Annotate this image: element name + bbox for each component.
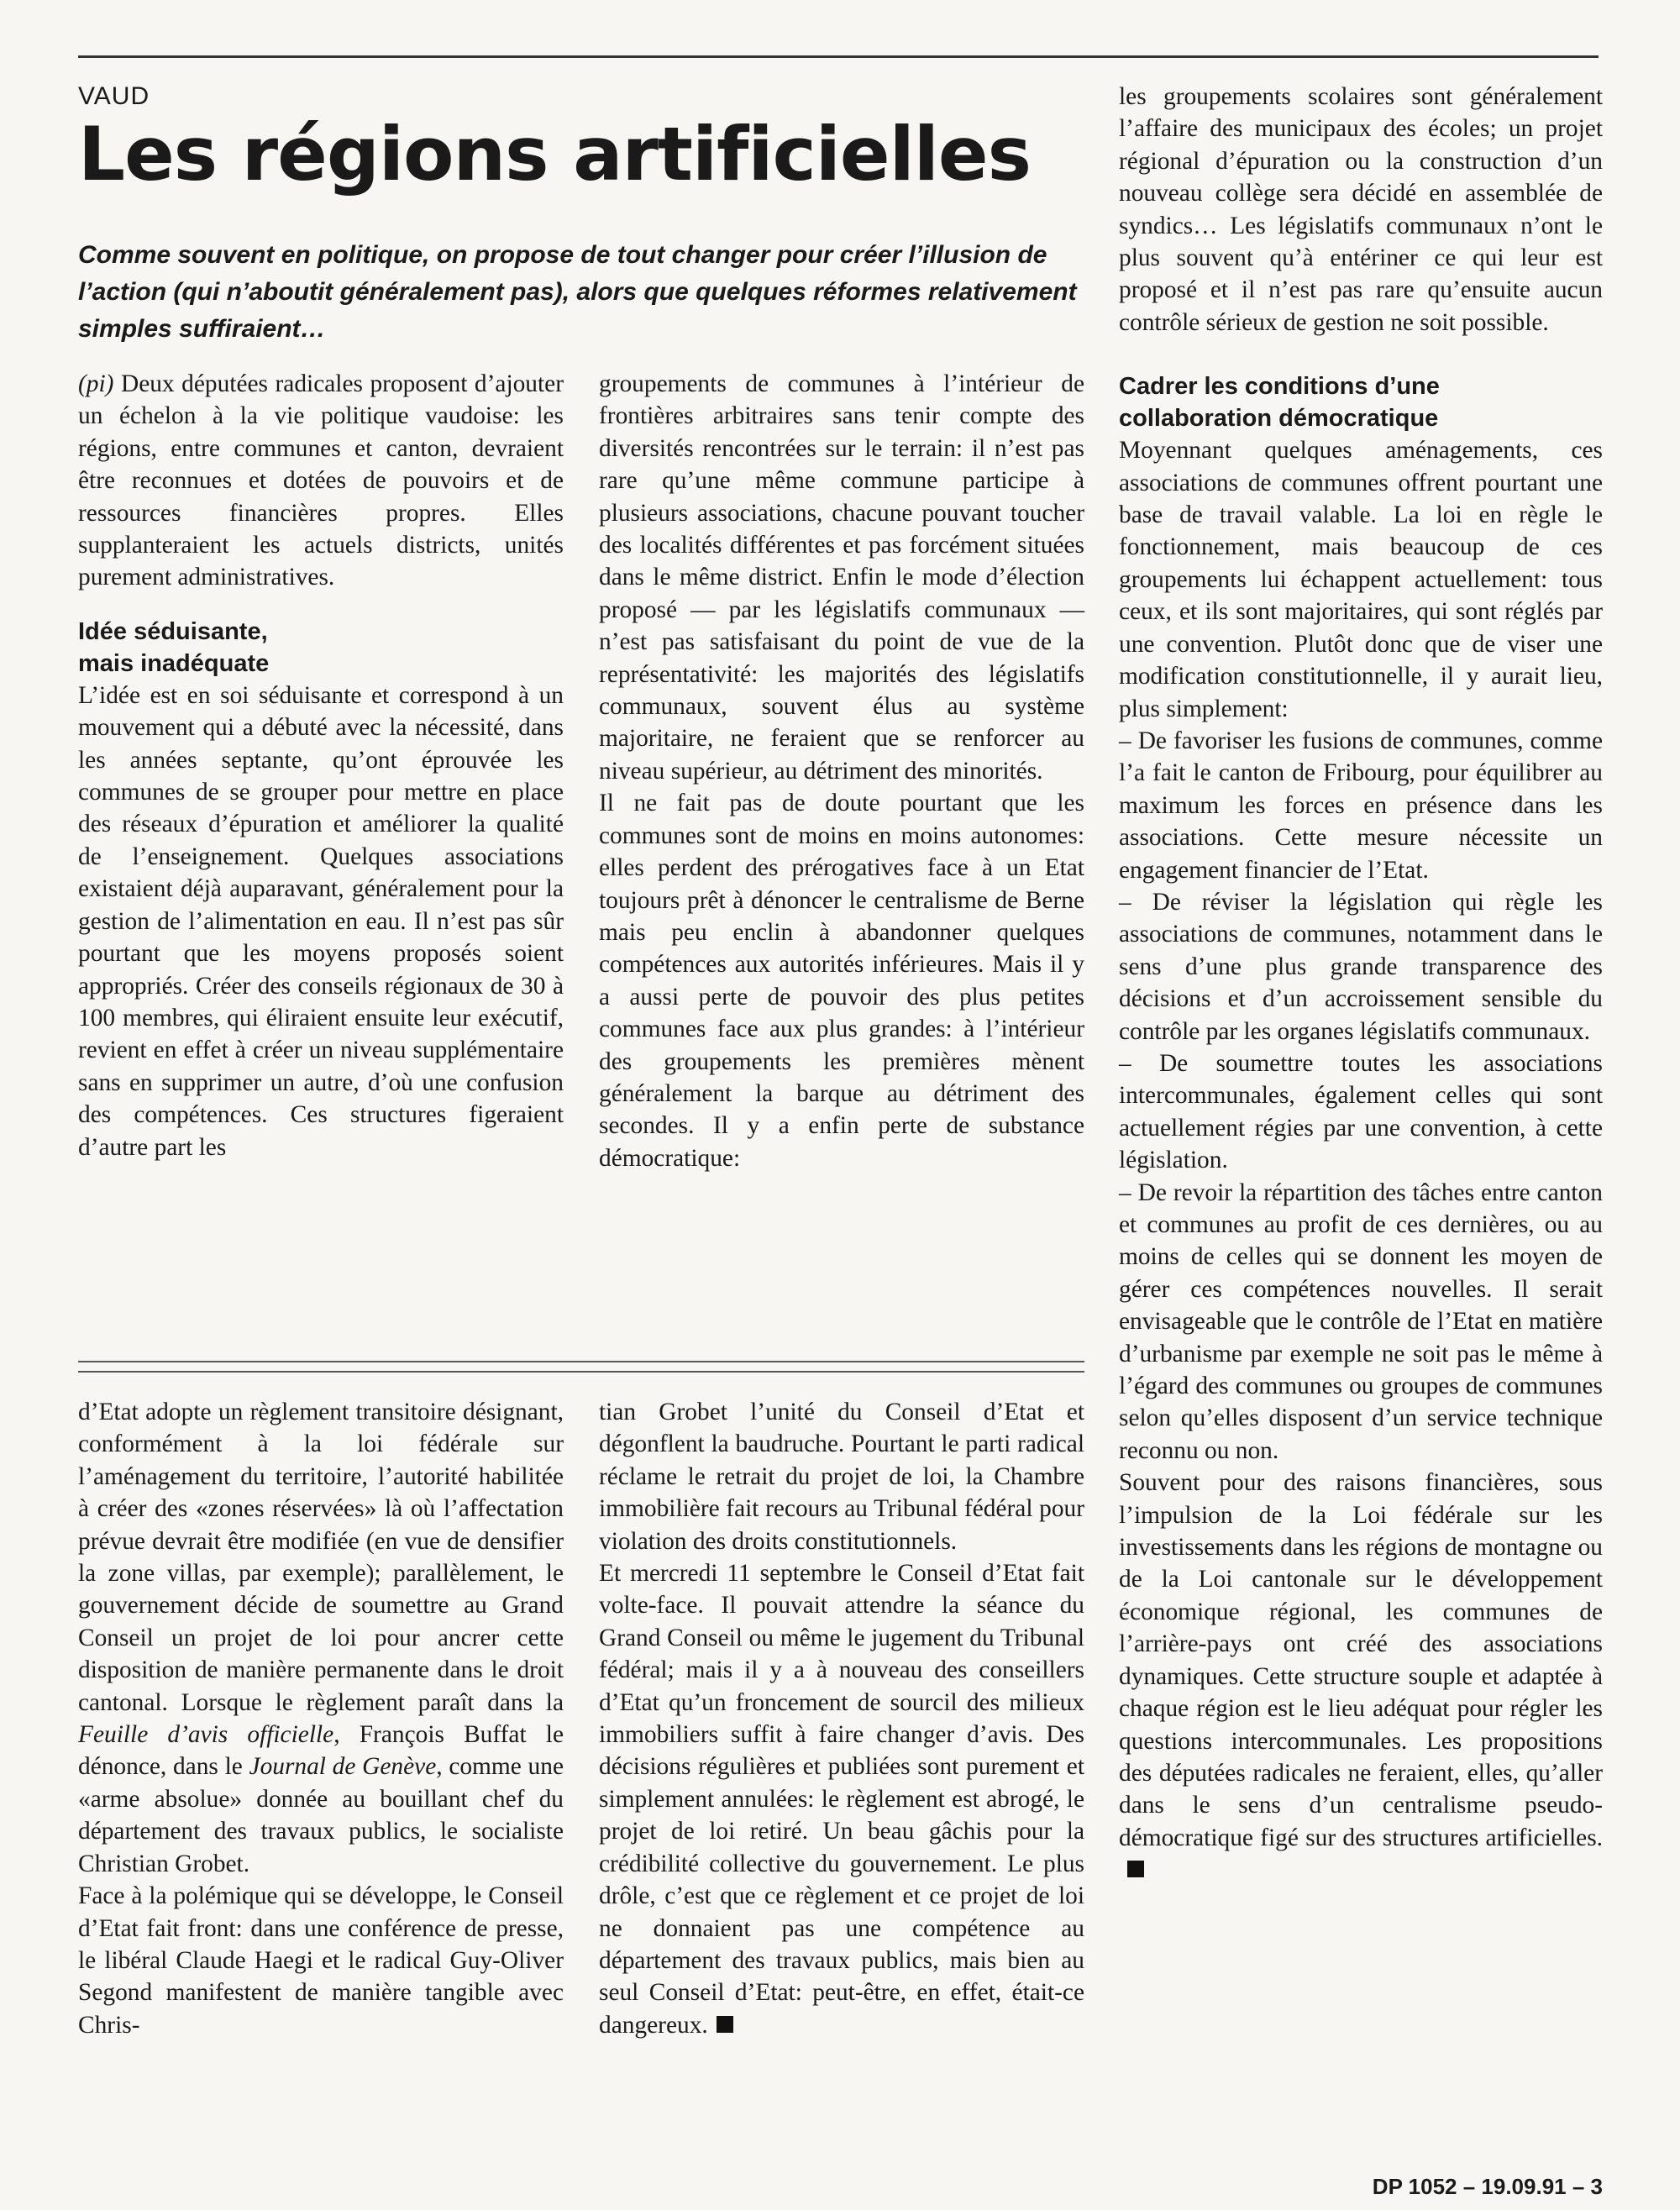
paragraph — [599, 1557, 1084, 2041]
other-article-column-1 — [78, 1396, 564, 2041]
end-mark-icon — [1127, 1861, 1144, 1877]
subheading — [1119, 370, 1603, 434]
paragraph: L’idée est en soi séduisante et correspond à un mouvement qui a débuté avec la nécessité, dans les années septante, qu’ont éprouvée les communes de se grouper pour mettre en place des réseaux d’épuration et améliorer la qualité de l’enseignement. Quelques associations existaient déjà auparavant, généralement pour la gestion de l’alimentation en eau. Il n’est pas sûr pourtant que les moyens proposés soient appropriés. Créer des conseils régionaux de 30 à 100 membres, qui éliraient ensuite leur exécutif, revient en effet à créer un niveau supplémentaire sans en supprimer un autre, d’où une confusion des compétences. Ces structures figeraient d’autre part les — [78, 681, 564, 1161]
list-item: – De réviser la législation qui règle les associations de communes, notamment dans le sens d’une plus grande transparence des décisions et d’un accroissement sensible du contrôle par les organes législatifs communaux. — [1119, 888, 1603, 1045]
paragraph-text: , comme une «arme absolue» donnée au bouillant chef du département des travaux publics, le socialiste Christian Grobet. — [78, 1753, 564, 1877]
paragraph-text: Et mercredi 11 septembre le Conseil d’Etat fait volte-face. Il pouvait attendre la séance du Grand Conseil ou même le jugement du Tribunal fédéral; mais il y a à nouveau des conseillers d’Etat qu’un froncement de sourcil des milieux immobiliers suffit à faire changer d’avis. Des décisions régulières et publiées sont purement et simplement annulées: le règlement est abrogé, le projet de loi retiré. Un beau gâchis pour la crédibilité collective du gouvernement. Le plus drôle, c’est que ce règlement et ce projet de loi ne donnaient pas une compétence au département des travaux publics, mais bien au seul Conseil d’Etat: peut-être, en effet, était-ce dangereux. — [599, 1560, 1084, 2039]
top-rule — [78, 55, 1599, 58]
paragraph — [1119, 1467, 1603, 1886]
article-column-3 — [1119, 81, 1603, 1887]
paragraph: Face à la polémique qui se développe, le Conseil d’Etat fait front: dans une conférence de presse, le libéral Claude Haegi et le radical Guy-Oliver Segond manifestent de manière tangible avec Chris- — [78, 1882, 564, 2039]
article-column-2 — [599, 368, 1084, 1174]
paragraph: Il ne fait pas de doute pourtant que les communes sont de moins en moins autonomes: elles perdent des prérogatives face à un Etat toujours prêt à dénoncer le centralisme de Berne mais peu enclin à abandonner quelques compétences aux autorités inférieures. Mais il y a aussi perte de pouvoir des plus petites communes face aux plus grandes: à l’intérieur des groupements les premières mènent généralement la barque au détriment des secondes. Il y a enfin perte de substance démocratique: — [599, 790, 1084, 1172]
article-lead: Comme souvent en politique, on propose de tout changer pour créer l’illusion de l’action (qui n’aboutit généralement pas), alors que quelques réformes relativement simples suffiraient… — [78, 241, 1077, 343]
subheading-line: mais inadéquate — [78, 649, 270, 677]
subheading-line: Idée séduisante, — [78, 617, 268, 645]
paragraph: Moyennant quelques aménagements, ces associations de communes offrent pourtant une base de travail valable. La loi en règle le fonctionnement, mais beaucoup de ces groupements lui échappent actuellement: tous ceux, et ils sont majoritaires, qui sont réglés par une convention. Plutôt donc que de viser une modification constitutionnelle, il y aurait lieu, plus simplement: — [1119, 437, 1603, 722]
paragraph: groupements de communes à l’intérieur de frontières arbitraires sans tenir compte des diversités rencontrées sur le terrain: il n’est pas rare qu’une même commune participe à plusieurs associations, chacune pouvant toucher des localités différentes et pas forcément situées dans le même district. Enfin le mode d’élection proposé — par les législatifs communaux — n’est pas satisfaisant du point de vue de la représentativité: les majorités des législatifs communaux, souvent élus au système majoritaire, ne feraient que se renforcer au niveau supérieur, au détriment des minorités. — [599, 370, 1084, 785]
list-item: – De favoriser les fusions de communes, comme l’a fait le canton de Fribourg, pour équilibrer au maximum les forces en présence dans les associations. Cette mesure nécessite un engagement financier de l’Etat. — [1119, 727, 1603, 884]
paragraph-text: d’Etat adopte un règlement transitoire désignant, conformément à la loi fédérale sur l’aménagement du territoire, l’autorité habilitée à créer des «zones réservées» là où l’affectation prévue devrait être modifiée (en vue de densifier la zone villas, par exemple); parallèlement, le gouvernement décide de soumettre au Grand Conseil un projet de loi pour ancrer cette disposition de manière permanente dans le droit cantonal. Lorsque le règlement paraît dans la — [78, 1399, 564, 1716]
end-mark-icon — [717, 2016, 733, 2033]
paragraph-text: Deux députées radicales proposent d’ajouter un échelon à la vie politique vaudoise: les régions, entre communes et canton, devraient être reconnues et dotées de pouvoirs et de ressources financières propres. Elles supplanteraient les actuels districts, unités purement administratives. — [78, 370, 564, 591]
list-item: – De soumettre toutes les associations intercommunales, également celles qui sont actuellement régies par une convention, à cette législation. — [1119, 1049, 1603, 1174]
paragraph-text: Souvent pour des raisons financières, sous l’impulsion de la Loi fédérale sur les investissements dans les régions de montagne ou de la Loi cantonale sur le développement économique régional, les communes de l’arrière-pays ont créé des associations dynamiques. Cette structure souple et adaptée à chaque région est le lieu adéquat pour régler les questions intercommunales. Les propositions des députées radicales ne feraient, elles, qu’aller dans le sens d’un centralisme pseudo-démocratique figé sur des structures artificielles. — [1119, 1469, 1603, 1851]
paragraph — [78, 1396, 564, 1880]
article-column-1 — [78, 368, 564, 1163]
subheading-line: collaboration démocratique — [1119, 405, 1439, 433]
section-kicker: VAUD — [78, 82, 150, 110]
author-byline: (pi) — [78, 370, 114, 397]
publication-name: Journal de Genève — [249, 1753, 437, 1781]
subheading-line: Cadrer les conditions d’une — [1119, 373, 1440, 401]
page-folio: DP 1052 – 19.09.91 – 3 — [1372, 2174, 1603, 2199]
paragraph — [78, 368, 564, 594]
subheading — [78, 616, 564, 680]
paragraph: tian Grobet l’unité du Conseil d’Etat et dégonflent la baudruche. Pourtant le parti radical réclame le retrait du projet de loi, la Chambre immobilière fait recours au Tribunal fédéral pour violation des droits constitutionnels. — [599, 1399, 1084, 1555]
article-title: Les régions artificielles — [78, 111, 1031, 197]
list-item: – De revoir la répartition des tâches entre canton et communes au profit de ces dernières, ou au moins de celles qui se donnent les moyen de gérer ces compétences nouvelles. Il serait envisageable que le contrôle de l’Etat en matière d’urbanisme par exemple ne soit pas le même à l’égard des communes ou groupes de communes selon qu’elles disposent d’un service technique reconnu ou non. — [1119, 1178, 1603, 1464]
publication-name: Feuille d’avis officielle — [78, 1721, 334, 1749]
paragraph: les groupements scolaires sont généralement l’affaire des municipaux des écoles; un projet régional d’épuration ou la construction d’un nouveau collège sera décidé en assemblée de syndics… Les législatifs communaux n’ont le plus souvent qu’à entériner ce qui leur est proposé et il n’est pas rare qu’ensuite aucun contrôle sérieux de gestion ne soit possible. — [1119, 83, 1603, 336]
paragraph-text: , François Buffat le dénonce, dans le — [78, 1721, 564, 1781]
other-article-column-2 — [599, 1396, 1084, 2041]
section-divider — [78, 1361, 1084, 1373]
